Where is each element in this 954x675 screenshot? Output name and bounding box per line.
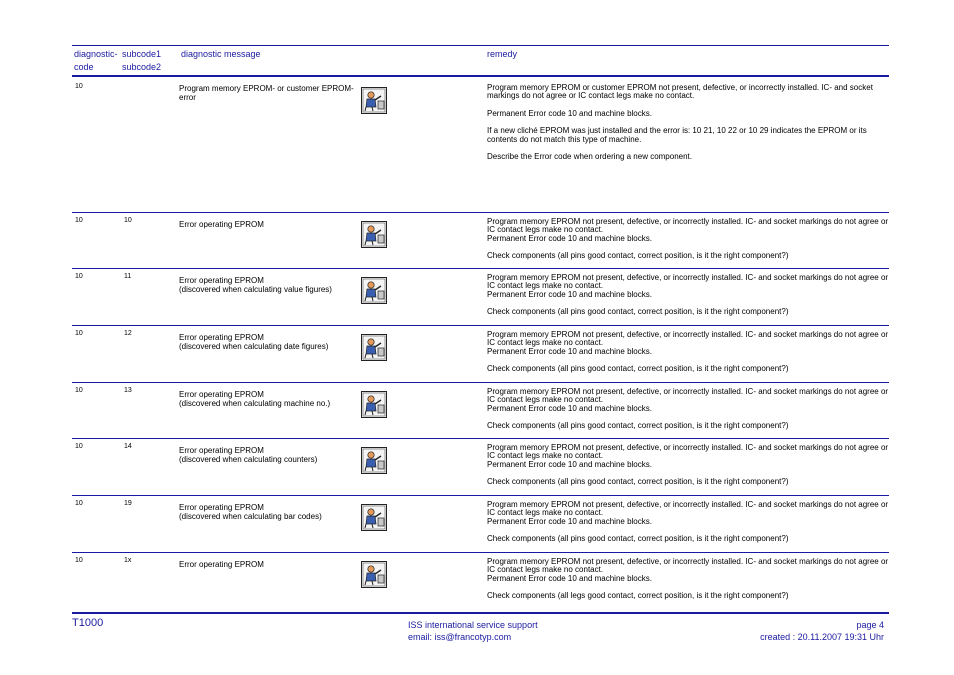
technician-repair-icon xyxy=(361,334,387,361)
row-remedy xyxy=(487,444,897,496)
row-remedy xyxy=(487,218,897,270)
header-message: diagnostic message xyxy=(181,49,261,59)
remedy-paragraph: Program memory EPROM not present, defective, or incorrectly installed. IC- and socket markings do not agree or IC contact legs make no contact. Permanent Error code 10 and machine blocks. xyxy=(487,500,889,526)
remedy-paragraph: Program memory EPROM not present, defective, or incorrectly installed. IC- and socket markings do not agree or IC contact legs make no contact. Permanent Error code 10 and machine blocks. xyxy=(487,387,889,413)
technician-repair-icon xyxy=(361,447,387,474)
footer-email: email: iss@francotyp.com xyxy=(408,632,512,642)
row-message: Error operating EPROM (discovered when calculating machine no.) xyxy=(179,390,331,409)
technician-repair-icon xyxy=(361,504,387,531)
row-divider xyxy=(72,495,889,496)
footer-page: page 4 xyxy=(856,620,884,630)
row-divider xyxy=(72,552,889,553)
remedy-paragraph: Check components (all pins good contact, correct position, is it the right component?) xyxy=(487,307,789,317)
header-code-line2: code xyxy=(74,62,94,72)
table-row xyxy=(72,214,889,269)
row-message: Error operating EPROM xyxy=(179,560,264,569)
row-divider xyxy=(72,325,889,326)
technician-repair-icon xyxy=(361,221,387,248)
row-code: 10 xyxy=(75,500,83,507)
remedy-paragraph: Describe the Error code when ordering a new component. xyxy=(487,152,692,162)
row-subcode: 1x xyxy=(124,557,132,564)
remedy-paragraph: Check components (all pins good contact, correct position, is it the right component?) xyxy=(487,421,789,431)
table-row xyxy=(72,440,889,496)
row-divider xyxy=(72,268,889,269)
row-subcode: 19 xyxy=(124,500,132,507)
table-row xyxy=(72,554,889,612)
header-top-rule xyxy=(72,45,889,46)
technician-repair-icon xyxy=(361,561,387,588)
row-code: 10 xyxy=(75,273,83,280)
remedy-paragraph: Permanent Error code 10 and machine blocks. xyxy=(487,108,652,118)
row-code: 10 xyxy=(75,443,83,450)
header-subcode-line2: subcode2 xyxy=(122,62,162,72)
header-remedy: remedy xyxy=(487,49,518,59)
remedy-paragraph: Program memory EPROM not present, defective, or incorrectly installed. IC- and socket markings do not agree or IC contact legs make no contact. Permanent Error code 10 and machine blocks. xyxy=(487,330,889,356)
row-subcode: 14 xyxy=(124,443,132,450)
footer-created: created : 20.11.2007 19:31 Uhr xyxy=(760,632,884,642)
row-remedy xyxy=(487,388,897,440)
header-code xyxy=(74,48,118,74)
row-code: 10 xyxy=(75,83,83,90)
remedy-paragraph: Check components (all legs good contact, correct position, is it the right component?) xyxy=(487,591,789,601)
technician-repair-icon xyxy=(361,391,387,418)
row-remedy xyxy=(487,274,897,326)
row-message: Error operating EPROM xyxy=(179,220,264,229)
row-message: Error operating EPROM (discovered when calculating counters) xyxy=(179,446,318,465)
row-code: 10 xyxy=(75,330,83,337)
remedy-paragraph: Program memory EPROM not present, defective, or incorrectly installed. IC- and socket markings do not agree or IC contact legs make no contact. Permanent Error code 10 and machine blocks. xyxy=(487,273,889,299)
row-subcode: 12 xyxy=(124,330,132,337)
row-remedy xyxy=(487,501,897,553)
footer-model: T1000 xyxy=(72,617,104,629)
row-message: Error operating EPROM (discovered when calculating value figures) xyxy=(179,276,332,295)
row-message: Error operating EPROM (discovered when calculating date figures) xyxy=(179,333,329,352)
remedy-paragraph: Check components (all pins good contact, correct position, is it the right component?) xyxy=(487,477,789,487)
remedy-paragraph: Check components (all pins good contact, correct position, is it the right component?) xyxy=(487,364,789,374)
remedy-paragraph: Check components (all pins good contact, correct position, is it the right component?) xyxy=(487,534,789,544)
table-row xyxy=(72,270,889,326)
remedy-paragraph: Program memory EPROM not present, defective, or incorrectly installed. IC- and socket markings do not agree or IC contact legs make no contact. Permanent Error code 10 and machine blocks. xyxy=(487,217,889,243)
remedy-paragraph: If a new cliché EPROM was just installed and the error is: 10 21, 10 22 or 10 29 indicates the EPROM or its contents do not match this type of machine. xyxy=(487,126,867,144)
row-message: Program memory EPROM- or customer EPROM- error xyxy=(179,84,354,103)
remedy-paragraph: Check components (all pins good contact, correct position, is it the right component?) xyxy=(487,251,789,261)
footer-rule xyxy=(72,612,889,614)
header-subcode-line1: subcode1 xyxy=(122,49,162,59)
header-subcode xyxy=(122,48,161,74)
header-bottom-rule xyxy=(72,75,889,77)
row-divider xyxy=(72,438,889,439)
row-subcode: 10 xyxy=(124,217,132,224)
row-remedy xyxy=(487,331,897,383)
remedy-paragraph: Program memory EPROM not present, defective, or incorrectly installed. IC- and socket markings do not agree or IC contact legs make no contact. Permanent Error code 10 and machine blocks. xyxy=(487,443,889,469)
table-row xyxy=(72,327,889,383)
row-subcode: 11 xyxy=(124,273,132,280)
row-code: 10 xyxy=(75,387,83,394)
remedy-paragraph: Program memory EPROM not present, defective, or incorrectly installed. IC- and socket markings do not agree or IC contact legs make no contact. Permanent Error code 10 and machine blocks. xyxy=(487,557,889,583)
row-code: 10 xyxy=(75,557,83,564)
row-divider xyxy=(72,382,889,383)
row-remedy xyxy=(487,84,897,170)
row-subcode: 13 xyxy=(124,387,132,394)
remedy-paragraph: Program memory EPROM or customer EPROM not present, defective, or incorrectly installed. IC- and socket markings do not agree or IC contact legs make no contact. xyxy=(487,83,873,101)
table-row xyxy=(72,80,889,213)
row-message: Error operating EPROM (discovered when calculating bar codes) xyxy=(179,503,322,522)
row-code: 10 xyxy=(75,217,83,224)
table-row xyxy=(72,497,889,553)
row-divider xyxy=(72,212,889,213)
row-remedy xyxy=(487,558,897,610)
table-row xyxy=(72,384,889,439)
footer-support: ISS international service support xyxy=(408,620,538,630)
header-code-line1: diagnostic- xyxy=(74,49,118,59)
technician-repair-icon xyxy=(361,277,387,304)
technician-repair-icon xyxy=(361,87,387,114)
